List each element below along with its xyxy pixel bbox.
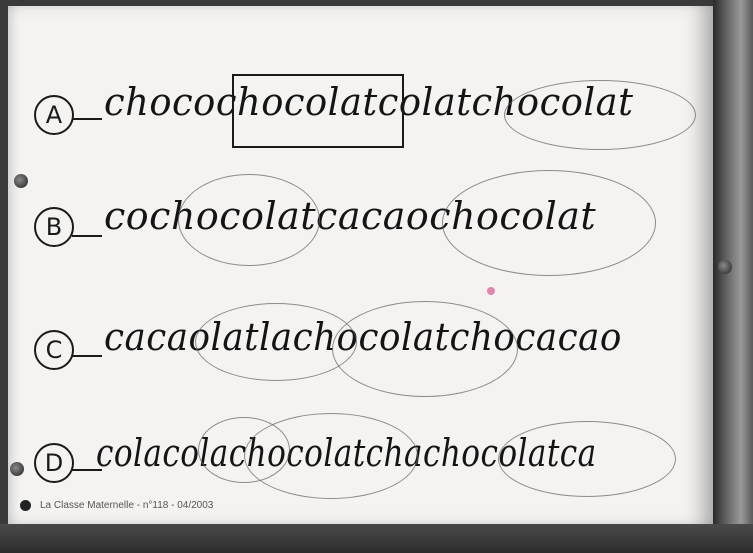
lead-stroke-c bbox=[72, 355, 102, 357]
row-text-c: cacaolatlachocolatchocacao bbox=[104, 315, 622, 359]
row-label-c: C bbox=[34, 330, 74, 370]
exercise-row-c bbox=[0, 315, 705, 385]
row-text-b: cochocolatcacaochocolat bbox=[104, 194, 597, 238]
footer-bullet-icon bbox=[20, 500, 31, 511]
row-text-a: chocochocolatcolatchocolat bbox=[104, 80, 634, 124]
row-label-a: A bbox=[34, 95, 74, 135]
exercise-row-a bbox=[0, 78, 705, 148]
pink-mark bbox=[487, 287, 495, 295]
binder-edge-right bbox=[713, 0, 753, 553]
punch-hole-top bbox=[14, 174, 28, 188]
answer-box-a bbox=[232, 74, 404, 148]
row-text-d: colacolachocolatchachocolatca bbox=[96, 431, 597, 475]
exercise-row-d bbox=[0, 433, 705, 503]
row-label-d: D bbox=[34, 443, 74, 483]
binder-edge-bottom bbox=[0, 524, 753, 553]
lead-stroke-b bbox=[72, 235, 102, 237]
lead-stroke-a bbox=[72, 118, 102, 120]
row-label-b: B bbox=[34, 207, 74, 247]
punch-hole-right bbox=[718, 260, 732, 274]
exercise-row-b bbox=[0, 190, 705, 260]
footer-source: La Classe Maternelle - n°118 - 04/2003 bbox=[40, 500, 214, 511]
